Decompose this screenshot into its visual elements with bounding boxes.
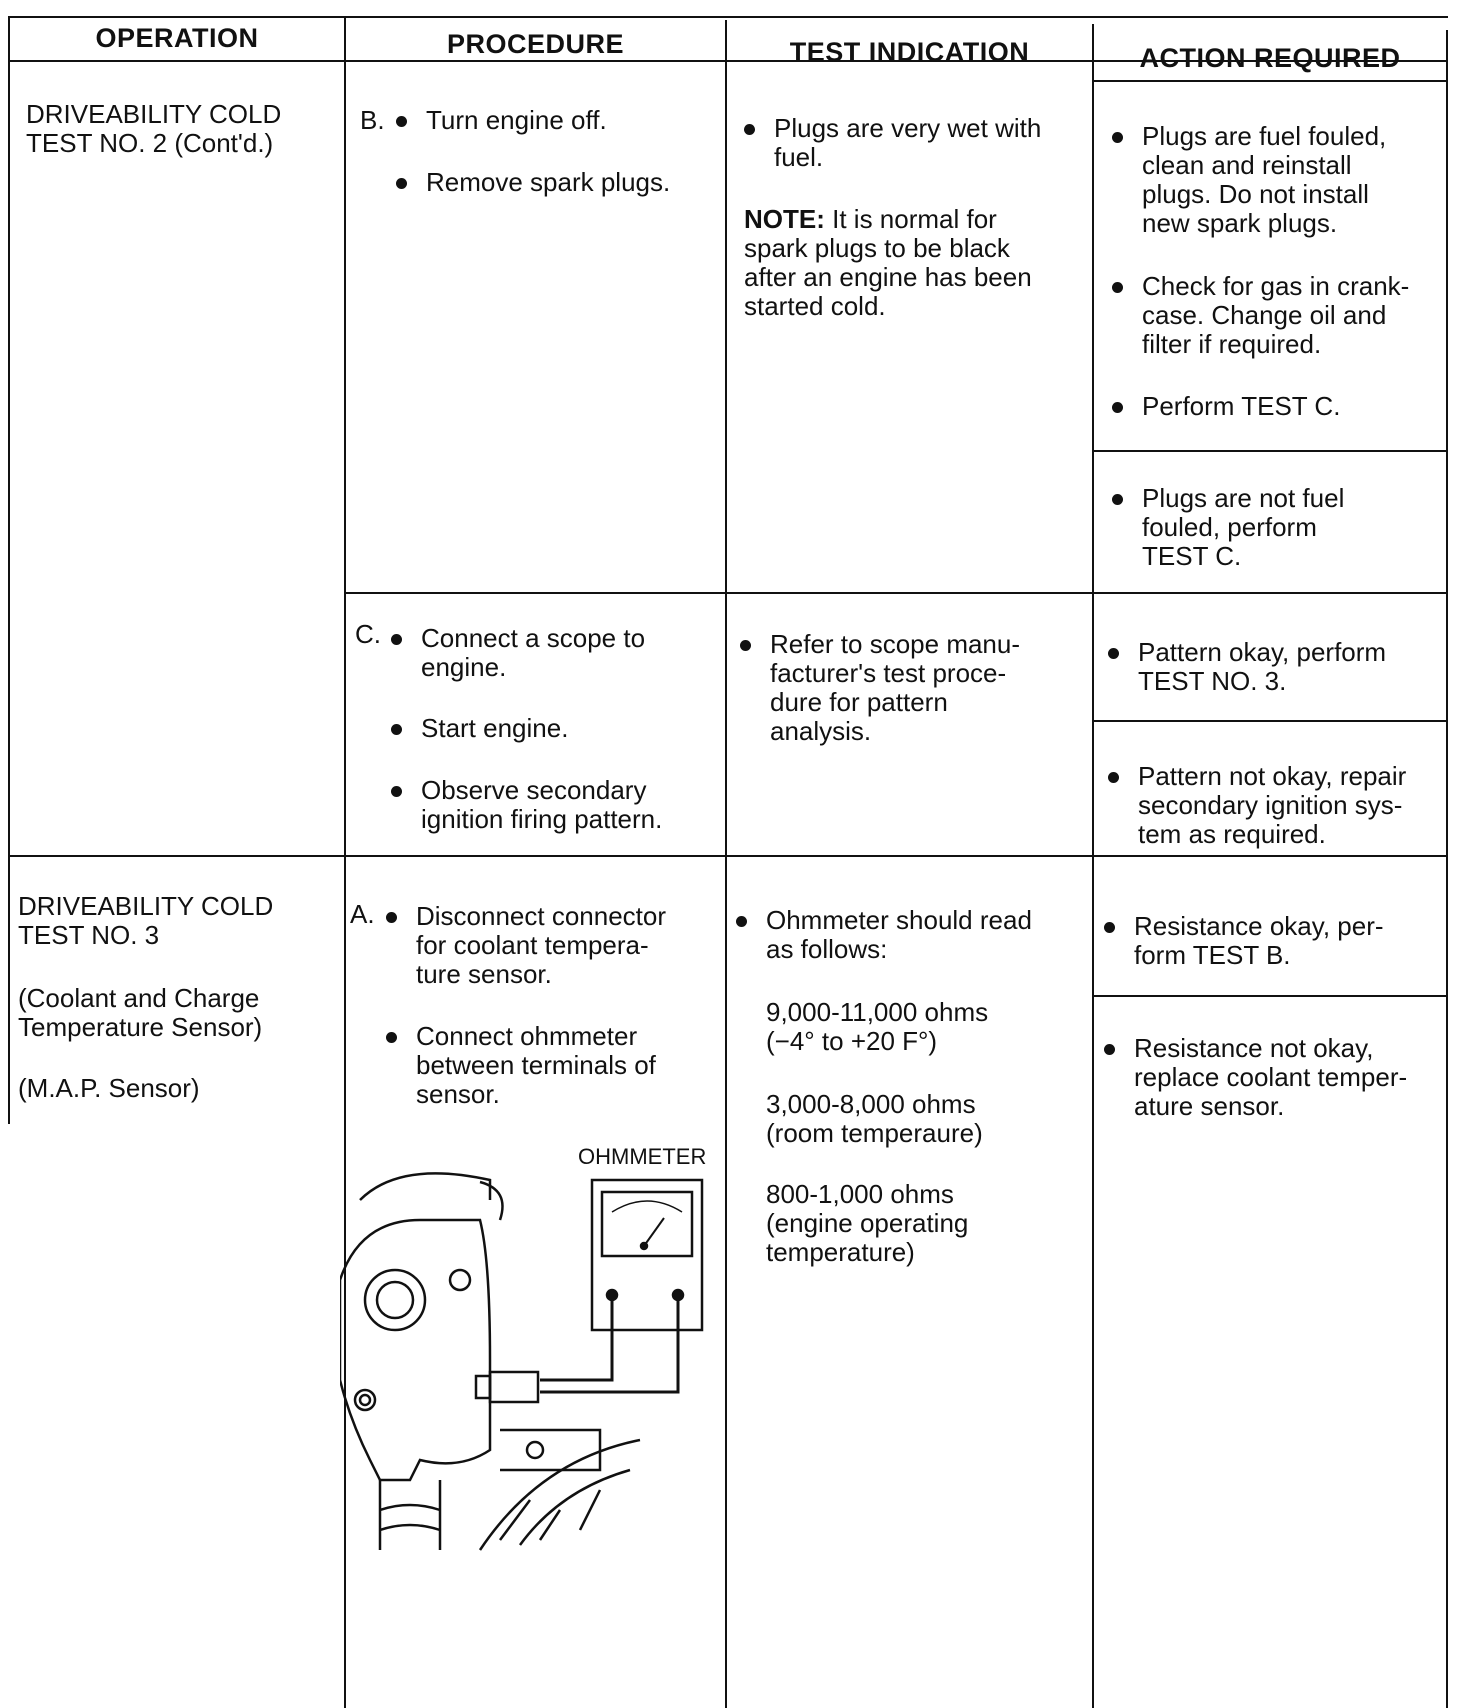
indication-b: Plugs are very wet with fuel.	[740, 114, 1114, 172]
note-b: NOTE: It is normal for spark plugs to be black after an engine has been started cold.	[744, 204, 1032, 321]
action-b-3: Perform TEST C.	[1108, 392, 1472, 421]
indication-a-intro: Ohmmeter should read as follows:	[732, 906, 1116, 964]
note-label: NOTE:	[744, 204, 825, 234]
procedure-c-item: Connect a scope to engine.	[387, 624, 751, 682]
operation-title-2: DRIVEABILITY COLD TEST NO. 3	[18, 891, 274, 950]
table-top-border	[10, 16, 1448, 18]
header-procedure: PROCEDURE	[446, 29, 625, 59]
action-divider-c	[1092, 720, 1448, 722]
action-c-bad: Pattern not okay, repair secondary ignition sys- tem as required.	[1104, 762, 1472, 849]
step-c-label: C.	[355, 619, 381, 649]
reading-operating: 800-1,000 ohms (engine operating temperature)	[766, 1179, 969, 1267]
procedure-b-item: Remove spark plugs.	[392, 168, 746, 197]
header-action-required: ACTION REQUIRED	[1139, 43, 1401, 73]
operation-subtitle-sensor: (Coolant and Charge Temperature Sensor)	[18, 983, 263, 1042]
procedure-c-item: Observe secondary ignition firing pattern.	[387, 776, 751, 834]
column-divider-3	[1092, 24, 1094, 1708]
reading-cold: 9,000-11,000 ohms (−4° to +20 F°)	[766, 997, 989, 1056]
temperature-sensor	[490, 1372, 538, 1402]
row-divider-bc	[344, 592, 1448, 594]
action-c-ok: Pattern okay, perform TEST NO. 3.	[1104, 638, 1472, 696]
action-divider-test3	[1092, 995, 1448, 997]
action-a-ok: Resistance okay, per- form TEST B.	[1100, 912, 1472, 970]
action-divider-b	[1092, 450, 1448, 452]
step-a-label: A.	[350, 899, 375, 929]
action-b-2: Check for gas in crank- case. Change oil and filter if required.	[1108, 272, 1472, 359]
step-b-label: B.	[360, 105, 385, 135]
header-bottom-right	[1092, 80, 1448, 82]
reading-room: 3,000-8,000 ohms (room temperaure)	[766, 1089, 983, 1148]
action-a-bad: Resistance not okay, replace coolant temper- ature sensor.	[1100, 1034, 1472, 1121]
header-test-indication: TEST INDICATION	[789, 37, 1030, 67]
procedure-c-item: Start engine.	[387, 714, 751, 743]
procedure-a-item: Disconnect connector for coolant tempera- ture sensor.	[382, 902, 746, 989]
procedure-b-item: Turn engine off.	[392, 106, 746, 135]
operation-subtitle-map: (M.A.P. Sensor)	[18, 1073, 200, 1103]
operation-title-1: DRIVEABILITY COLD TEST NO. 2 (Cont'd.)	[26, 99, 282, 158]
left-border	[8, 16, 10, 1124]
coolant-sensor-illustration	[340, 1160, 720, 1580]
procedure-a-item: Connect ohmmeter between terminals of sensor.	[382, 1022, 746, 1109]
header-operation: OPERATION	[95, 23, 259, 53]
action-b-1: Plugs are fuel fouled, clean and reinstall plugs. Do not install new spark plugs.	[1108, 122, 1472, 238]
column-divider-2	[725, 20, 727, 1708]
indication-c: Refer to scope manu- facturer's test proce- dure for pattern analysis.	[736, 630, 1110, 746]
action-b-not-fouled: Plugs are not fuel fouled, perform TEST C.	[1108, 484, 1472, 571]
section-divider	[8, 855, 1448, 857]
ohmmeter-label: OHMMETER	[578, 1144, 707, 1169]
